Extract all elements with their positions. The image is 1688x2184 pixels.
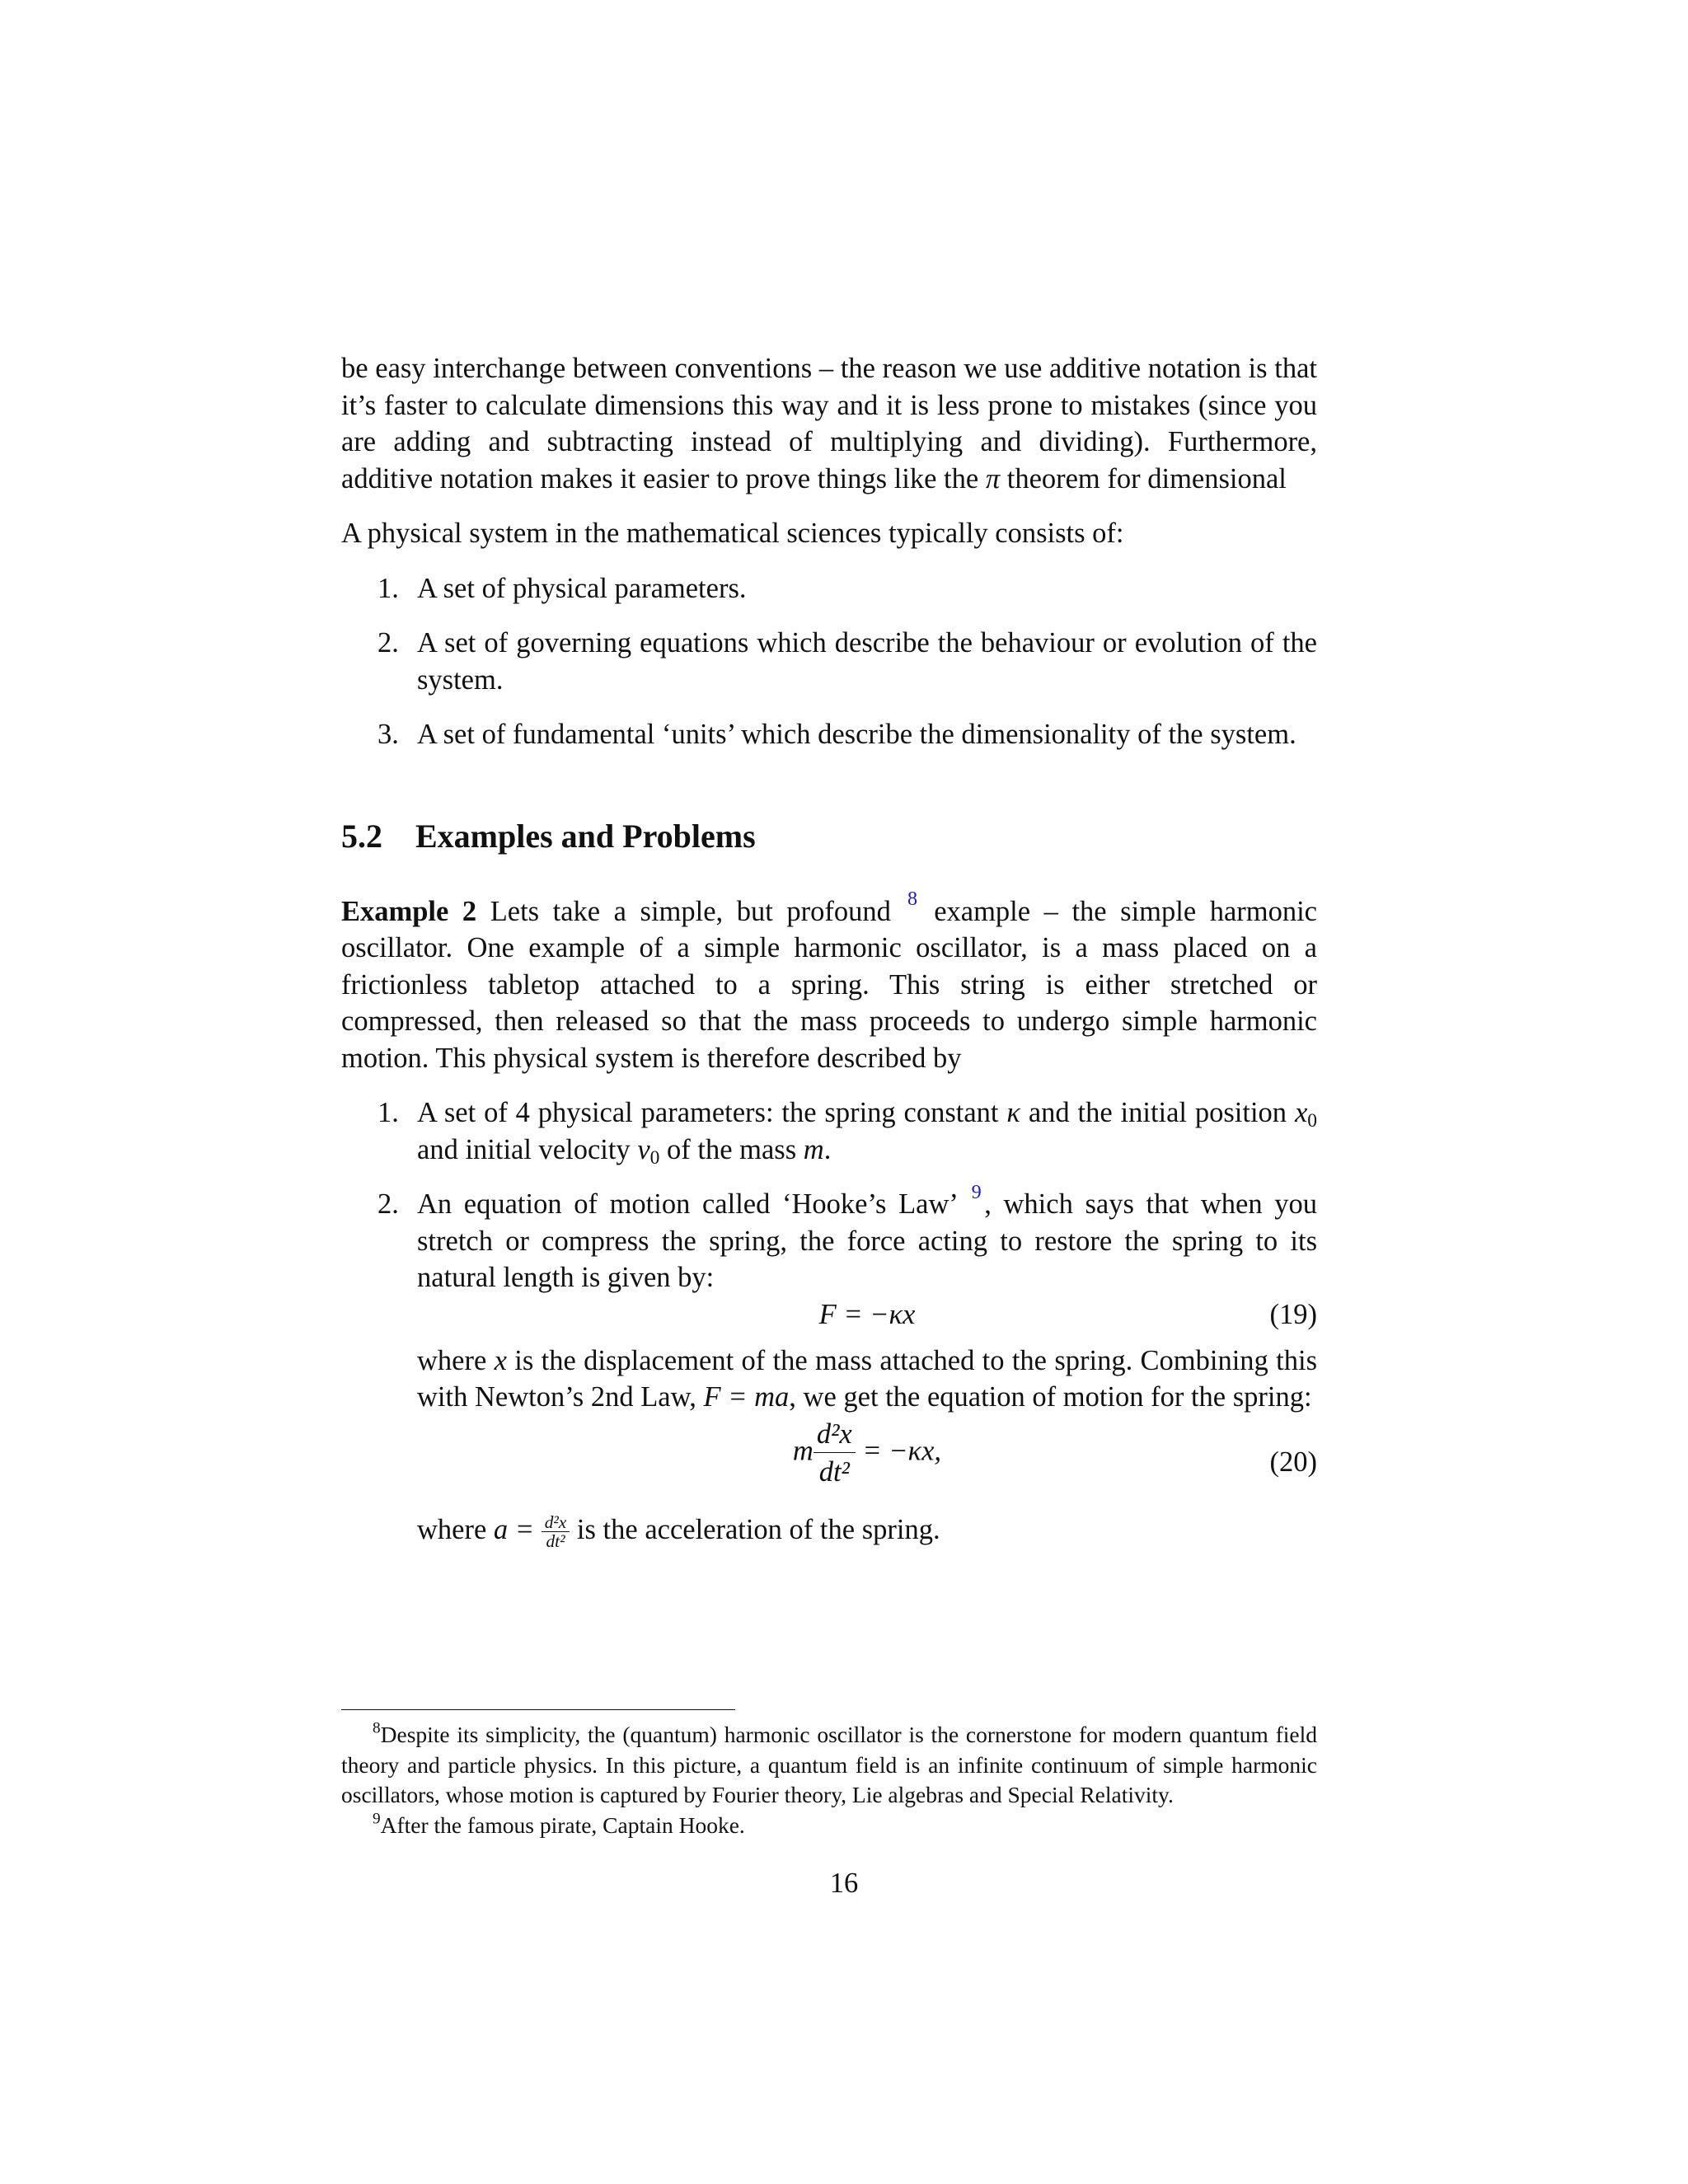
newton-law: F = ma	[703, 1381, 790, 1413]
hooke-newton-paragraph: where x is the displacement of the mass attached to the spring. Combining this with Newton’s 2nd Law, F = ma, we get the equation of motion for the spring:	[417, 1344, 1317, 1413]
equation-number: (20)	[1269, 1446, 1317, 1478]
equation-number: (19)	[1269, 1298, 1317, 1330]
page-number: 16	[829, 1868, 859, 1899]
intro-paragraph: be easy interchange between conventions – the reason we use additive notation is that it’s faster to calculate dimensions this way and it is less prone to mistakes (since you are adding and subtracting instead of multiplying and dividing). Furthermore, additive notation makes it easier to prove things like the π theorem for dimensional	[341, 353, 1317, 494]
footnotes	[341, 1709, 1317, 1840]
section-heading	[341, 816, 1317, 857]
acceleration-paragraph: where a = $\frac{\text{d²x}}{\text{dt²}}$ is the acceleration of the spring.	[417, 1512, 940, 1552]
acceleration-fraction: $\frac{\text{d²x}}{\text{dt²}}$	[542, 1513, 570, 1550]
main-text-column	[341, 350, 1317, 1550]
second-derivative-fraction: $\frac{\text{d²x}}{\text{dt²}}$	[814, 1416, 856, 1491]
footnote-9: $^9$After the famous pirate, Captain Hooke.	[373, 1809, 745, 1838]
equation-19: F = −κx (19)	[417, 1296, 1317, 1343]
section-title: Examples and Problems	[415, 817, 756, 855]
equation-20: m $\frac{\text{d²x}}{\text{dt²}}$ = −κx, (20)	[417, 1416, 1317, 1508]
list-item: 1. A set of physical parameters.	[377, 572, 747, 604]
x-symbol: x	[494, 1344, 507, 1376]
footnote-8: $^8$Despite its simplicity, the (quantum) harmonic oscillator is the cornerstone for modern quantum field theory and particle physics. In this picture, a quantum field is an infinite continuum of simple harmonic oscillators, whose motion is captured by Fourier theory, Lie algebras and Special Relativity.	[341, 1719, 1317, 1807]
section-number: 5.2	[341, 817, 382, 855]
system-intro-paragraph: A physical system in the mathematical sciences typically consists of:	[341, 518, 1124, 549]
list-item: 2. An equation of motion called ‘Hooke’s Law’ $^9$ , which says that when you stretch or compress the spring, the force acting to restore the spring to its natural length is given by: F = −κx (19) where x is the displacement of the mass attached to the spring. Combining this with Newton’s 2nd Law, F = ma, we get the equation of motion for the spring: m $\frac{\text{d²x}}{\text{dt²}}$ = −κx, (20) where a = $\frac{\text{d²x}}{\text{dt²}}$ is the acceleration of the spring.	[377, 1180, 1317, 1552]
kappa-symbol: κ	[1006, 1097, 1020, 1128]
example-label: Example 2	[341, 895, 477, 927]
pi-symbol: π	[985, 462, 1001, 494]
list-item: 1. A set of 4 physical parameters: the spring constant κ and the initial position $x_0$ and initial velocity $v_0$ of the mass m.	[377, 1097, 1317, 1169]
example-paragraph: Example 2 Lets take a simple, but profound $^8$ example – the simple harmonic oscillator. One example of a simple harmonic oscillator, is a mass placed on a frictionless tabletop attached to a spring. This string is either stretched or compressed, then released so that the mass proceeds to undergo simple harmonic motion. This physical system is therefore described by	[341, 888, 1317, 1074]
list-item: 2. A set of governing equations which describe the behaviour or evolution of the system.	[377, 627, 1317, 696]
v0-symbol: $v_0$	[637, 1133, 660, 1169]
mass-symbol: m	[803, 1133, 824, 1165]
footnote-rule	[341, 1709, 735, 1710]
footnote-ref-8[interactable]: 8	[907, 888, 918, 911]
system-components-list	[341, 570, 1317, 753]
x0-symbol: $x_0$	[1294, 1097, 1317, 1132]
list-item: 3. A set of fundamental ‘units’ which describe the dimensionality of the system.	[377, 719, 1296, 750]
example-list	[341, 1094, 1317, 1550]
footnote-ref-9[interactable]: 9	[971, 1180, 982, 1203]
